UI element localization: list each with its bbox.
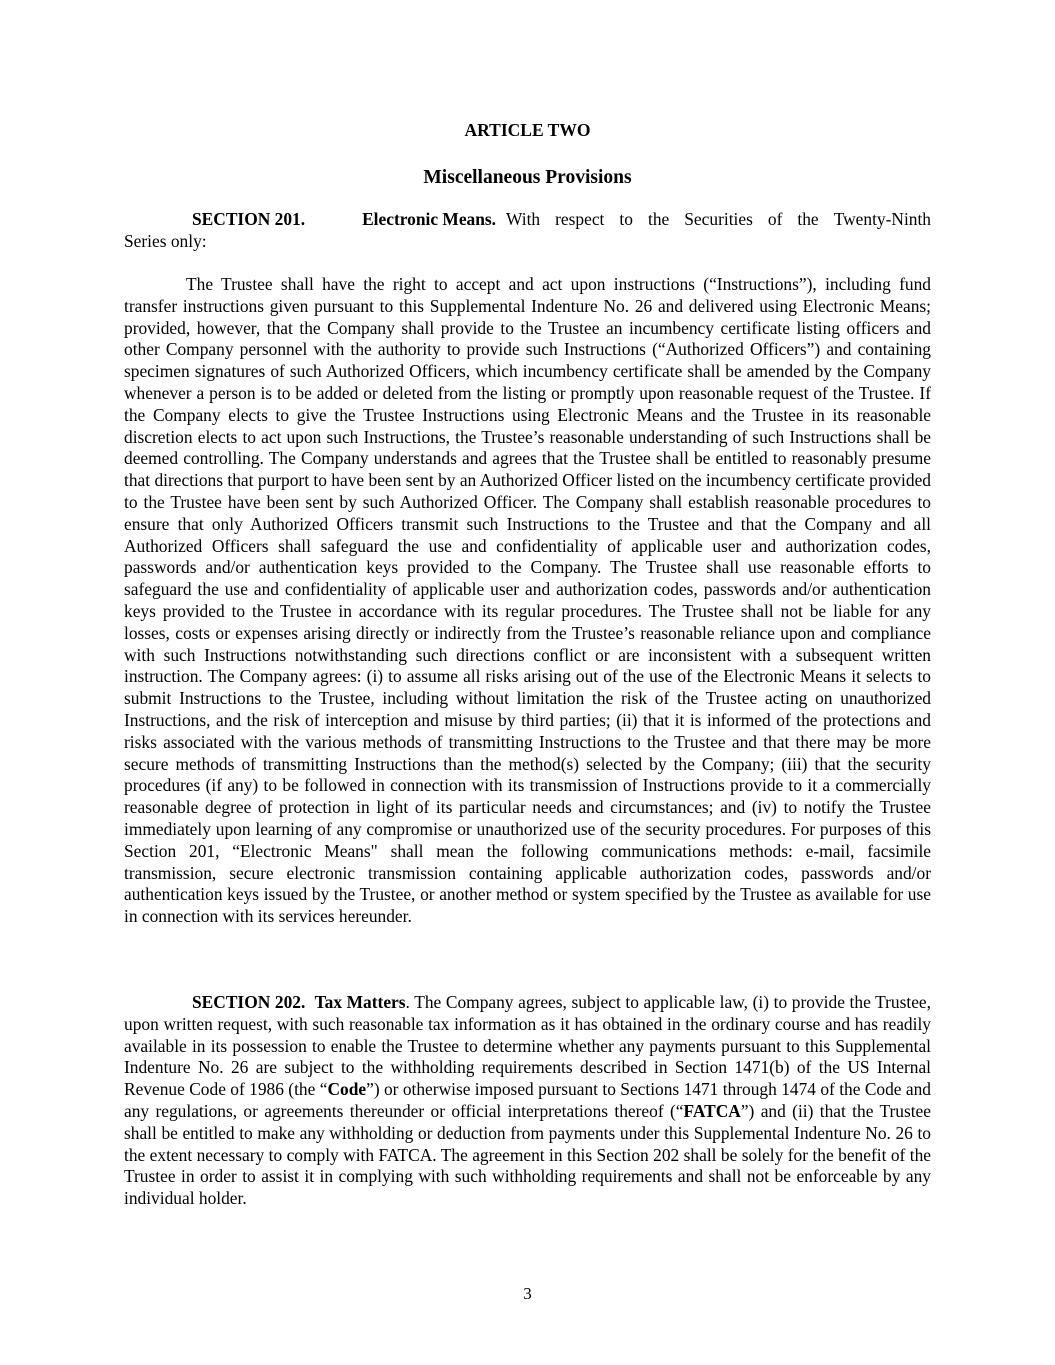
section-201-heading-paragraph xyxy=(124,209,931,253)
defined-term-code: Code xyxy=(327,1079,367,1100)
intro-word: With xyxy=(506,209,541,229)
article-title: ARTICLE TWO xyxy=(464,120,591,140)
page-number: 3 xyxy=(523,1284,532,1303)
defined-term-fatca: FATCA xyxy=(683,1100,741,1121)
section-201-number: SECTION 201. xyxy=(192,209,306,229)
section-201-title: Electronic Means. xyxy=(362,209,497,229)
section-201-label xyxy=(124,209,496,231)
section-202-text: ”) or otherwise imposed pursuant to Sections 1471 through 1474 of the Code and any regulations, or agreements thereunder or official interpretations thereof (“ xyxy=(124,1079,932,1121)
intro-word: the xyxy=(647,209,670,229)
section-202-title: Tax Matters xyxy=(314,992,406,1012)
article-subtitle: Miscellaneous Provisions xyxy=(423,167,632,188)
section-201-intro xyxy=(496,209,931,231)
section-202-text: . The Company agrees, subject to applicable law, (i) to provide the Trustee, upon written request, with such reasonable tax information as it has obtained in the ordinary course and has readily available in its possession to enable the Trustee to determine whether any payments pursuant to this Supplemental Indenture No. 26 are subject to the withholding requirements described in Section 1471(b) of the US Internal Revenue Code of 1986 (the “ xyxy=(124,992,931,1100)
intro-word: Securities xyxy=(684,209,753,229)
section-202-number: SECTION 202. xyxy=(192,992,306,1012)
intro-word: Twenty-Ninth xyxy=(833,209,931,229)
section-201-intro-tail: Series only: xyxy=(124,230,207,251)
intro-word: the xyxy=(797,209,819,229)
intro-word: of xyxy=(767,209,783,229)
section-202-text: ”) and (ii) that the Trustee shall be entitled to make any withholding or deduction from payments under this Supplemental Indenture No. 26 to the extent necessary to comply with FATCA. The agreement in this Section 202 shall be solely for the benefit of the Trustee in order to assist it in complying with such withholding requirements and shall not be enforceable by any individual holder. xyxy=(124,1100,931,1209)
section-201-body: The Trustee shall have the right to accept and act upon instructions (“Instructions”), including fund transfer instructions given pursuant to this Supplemental Indenture No. 26 and delivered using Electronic Means; provided, however, that the Company shall provide to the Trustee an incumbency certificate listing officers and other Company personnel with the authority to provide such Instructions (“Authorized Officers”) and containing specimen signatures of such Authorized Officers, which incumbency certificate shall be amended by the Company whenever a person is to be added or deleted from the listing or promptly upon reasonable request of the Trustee. If the Company elects to give the Trustee Instructions using Electronic Means and the Trustee in its reasonable discretion elects to act upon such Instructions, the Trustee’s reasonable understanding of such Instructions shall be deemed controlling. The Company understands and agrees that the Trustee shall be entitled to reasonably presume that directions that purport to have been sent by an Authorized Officer listed on the incumbency certificate provided to the Trustee have been sent by such Authorized Officer. The Company shall establish reasonable procedures to ensure that only Authorized Officers transmit such Instructions to the Trustee and that the Company and all Authorized Officers shall safeguard the use and confidentiality of applicable user and authorization codes, passwords and/or authentication keys provided to the Company. The Trustee shall use reasonable efforts to safeguard the use and confidentiality of applicable user and authorization codes, passwords and/or authentication keys provided to the Trustee in accordance with its regular procedures. The Trustee shall not be liable for any losses, costs or expenses arising directly or indirectly from the Trustee’s reasonable reliance upon and compliance with such Instructions notwithstanding such directions conflict or are inconsistent with a subsequent written instruction. The Company agrees: (i) to assume all risks arising out of the use of the Electronic Means it selects to submit Instructions to the Trustee, including without limitation the risk of the Trustee acting on unauthorized Instructions, and the risk of interception and misuse by third parties; (ii) that it is informed of the protections and risks associated with the various methods of transmitting Instructions to the Trustee and that there may be more secure methods of transmitting Instructions than the method(s) selected by the Company; (iii) that the security procedures (if any) to be followed in connection with its transmission of Instructions provide to it a commercially reasonable degree of protection in light of its particular needs and circumstances; and (iv) to notify the Trustee immediately upon learning of any compromise or unauthorized use of the security procedures. For purposes of this Section 201, “Electronic Means" shall mean the following communications methods: e-mail, facsimile transmission, secure electronic transmission containing applicable authorization codes, passwords and/or authentication keys issued by the Trustee, or another method or system specified by the Trustee as available for use in connection with its services hereunder. xyxy=(124,274,931,927)
section-202-paragraph xyxy=(124,992,931,1210)
intro-word: to xyxy=(619,209,633,229)
intro-word: respect xyxy=(555,209,605,229)
section-201-first-line xyxy=(124,209,931,231)
